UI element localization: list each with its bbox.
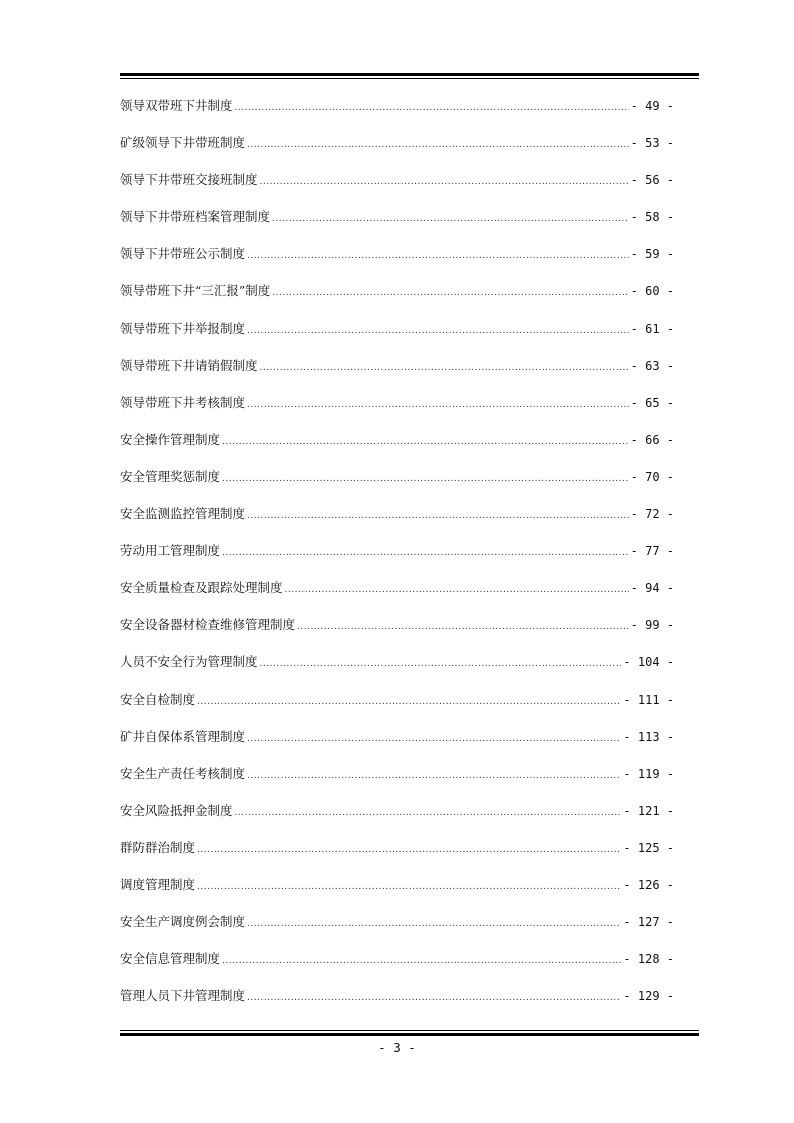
toc-entry[interactable] [120,838,674,875]
toc-entry[interactable] [120,912,674,949]
toc-entry-page: - 58 - [630,210,674,225]
toc-entry-title: 领导带班下井考核制度 [120,394,246,410]
toc-dot-leader [235,103,629,113]
toc-entry-page: - 94 - [630,581,674,596]
header-rule-thick [120,73,699,76]
toc-dot-leader [222,474,629,484]
toc-dot-leader [260,659,622,669]
toc-entry[interactable] [120,986,674,1023]
toc-dot-leader [247,734,621,744]
toc-entry-title: 调度管理制度 [120,876,196,892]
toc-entry-page: - 65 - [630,395,674,410]
toc-entry-title: 安全管理奖惩制度 [120,468,221,484]
toc-entry-title: 安全设备器材检查维修管理制度 [120,617,296,633]
toc-entry-title: 安全操作管理制度 [120,431,221,447]
toc-entry-page: - 128 - [623,952,674,967]
toc-entry-title: 安全信息管理制度 [120,951,221,967]
toc-entry-title: 安全质量检查及跟踪处理制度 [120,580,283,596]
toc-entry-title: 安全自检制度 [120,691,196,707]
toc-entry-title: 管理人员下井管理制度 [120,988,246,1004]
toc-dot-leader [247,400,629,410]
toc-entry-page: - 49 - [630,99,674,113]
toc-entry[interactable] [120,504,674,541]
toc-entry[interactable] [120,244,674,281]
toc-entry[interactable] [120,170,674,207]
toc-entry-title: 领导下井带班公示制度 [120,246,246,262]
toc-entry-page: - 113 - [623,729,674,744]
toc-dot-leader [272,214,629,224]
toc-entry-title: 人员不安全行为管理制度 [120,654,258,670]
toc-entry-title: 矿级领导下井带班制度 [120,135,246,151]
toc-dot-leader [247,251,629,261]
toc-entry[interactable] [120,319,674,356]
toc-dot-leader [260,177,629,187]
footer-rule-thick [120,1033,699,1036]
toc-dot-leader [197,697,621,707]
table-of-contents [120,96,674,1023]
toc-dot-leader [247,919,621,929]
toc-dot-leader [222,548,629,558]
toc-entry-page: - 104 - [623,655,674,670]
toc-entry-title: 劳动用工管理制度 [120,543,221,559]
toc-entry[interactable] [120,281,674,318]
toc-entry[interactable] [120,133,674,170]
toc-entry-page: - 63 - [630,358,674,373]
toc-entry-title: 安全监测监控管理制度 [120,506,246,522]
toc-dot-leader [260,363,629,373]
toc-entry-title: 领导双带班下井制度 [120,98,233,113]
toc-dot-leader [247,140,629,150]
toc-entry[interactable] [120,949,674,986]
toc-dot-leader [222,437,629,447]
toc-entry-page: - 121 - [623,803,674,818]
toc-dot-leader [247,326,629,336]
toc-entry-title: 安全生产调度例会制度 [120,914,246,930]
toc-entry[interactable] [120,764,674,801]
toc-entry[interactable] [120,690,674,727]
toc-entry-page: - 56 - [630,173,674,188]
toc-entry-page: - 119 - [623,766,674,781]
toc-entry[interactable] [120,875,674,912]
toc-entry-title: 领导下井带班档案管理制度 [120,209,271,225]
toc-dot-leader [235,808,622,818]
toc-entry-page: - 66 - [630,432,674,447]
toc-dot-leader [247,993,621,1003]
toc-dot-leader [247,771,621,781]
toc-entry-title: 领导带班下井“三汇报”制度 [120,283,271,299]
header-rule-thin [120,78,699,79]
toc-entry-page: - 59 - [630,247,674,262]
toc-entry-page: - 53 - [630,136,674,151]
toc-entry[interactable] [120,541,674,578]
toc-entry-page: - 60 - [630,284,674,299]
toc-dot-leader [197,882,621,892]
toc-entry-page: - 127 - [623,915,674,930]
toc-entry[interactable] [120,801,674,838]
toc-dot-leader [285,585,629,595]
toc-entry-page: - 129 - [623,989,674,1004]
toc-entry-page: - 77 - [630,544,674,559]
toc-entry[interactable] [120,727,674,764]
toc-entry[interactable] [120,96,674,133]
toc-entry-title: 安全生产责任考核制度 [120,765,246,781]
toc-entry-page: - 111 - [623,692,674,707]
toc-entry-title: 群防群治制度 [120,839,196,855]
toc-dot-leader [197,845,621,855]
toc-dot-leader [272,288,628,298]
toc-dot-leader [222,956,621,966]
toc-entry-page: - 61 - [630,321,674,336]
toc-dot-leader [247,511,629,521]
toc-dot-leader [297,622,629,632]
toc-entry-title: 领导下井带班交接班制度 [120,172,258,188]
toc-entry-page: - 125 - [623,840,674,855]
toc-entry[interactable] [120,207,674,244]
toc-entry-title: 领导带班下井举报制度 [120,320,246,336]
toc-entry[interactable] [120,578,674,615]
footer-rule-thin [120,1030,699,1031]
toc-entry[interactable] [120,615,674,652]
toc-entry[interactable] [120,467,674,504]
toc-entry[interactable] [120,652,674,689]
toc-entry-title: 安全风险抵押金制度 [120,802,233,818]
toc-entry[interactable] [120,430,674,467]
toc-entry-title: 矿井自保体系管理制度 [120,728,246,744]
toc-entry-page: - 99 - [630,618,674,633]
toc-entry[interactable] [120,356,674,393]
toc-entry-title: 领导带班下井请销假制度 [120,357,258,373]
page-number: - 3 - [378,1040,416,1055]
toc-entry-page: - 70 - [630,469,674,484]
toc-entry[interactable] [120,393,674,430]
toc-entry-page: - 126 - [623,877,674,892]
toc-entry-page: - 72 - [630,507,674,522]
